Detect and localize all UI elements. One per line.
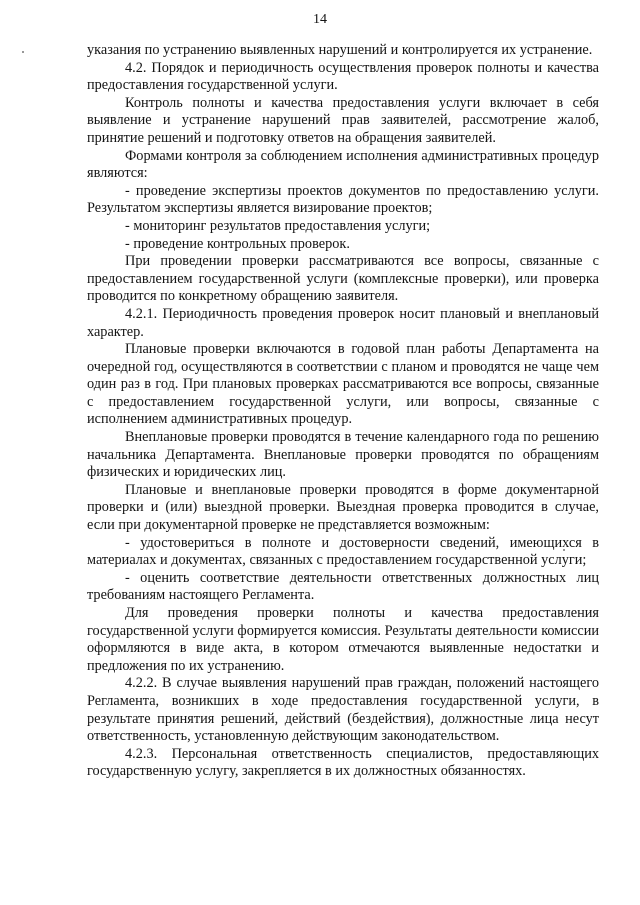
paragraph: - оценить соответствие деятельности ответственных должностных лиц требованиям настоящего Регламента. [87, 569, 599, 604]
paragraph: - мониторинг результатов предоставления услуги; [125, 217, 431, 234]
paragraph: 4.2.2. В случае выявления нарушений прав граждан, положений настоящего Регламента, возникших в ходе предоставления государственной услуги, в результате принятия решений, действий (бездействия), должностные лица несут ответственность, установленную действующим законодательством. [87, 675, 599, 745]
paragraph: - удостовериться в полноте и достоверности сведений, имеющихся в материалах и документах, связанных с предоставлением государственной услуги; [87, 534, 599, 569]
document-body [87, 42, 599, 781]
paragraph: Для проведения проверки полноты и качества предоставления государственной услуги формируется комиссия. Результаты деятельности комиссии оформляются в виде акта, в котором отмечаются выявленные недостатки и предложения по их устранению. [87, 605, 599, 674]
paragraph: Плановые проверки включаются в годовой план работы Департамента на очередной год, осуществляются в соответствии с планом и проводятся не чаще чем один раз в год. При плановых проверках рассматриваются все вопросы, связанные с предоставлением государственной услуги, или вопросы, связанные с исполнением административных процедур. [87, 341, 599, 428]
paragraph: При проведении проверки рассматриваются все вопросы, связанные с предоставлением государственной услуги (комплексные проверки), или проверка проводится по конкретному обращению заявителя. [87, 253, 599, 305]
paragraph: указания по устранению выявленных нарушений и контролируется их устранение. [87, 42, 593, 58]
paragraph: 4.2. Порядок и периодичность осуществления проверок полноты и качества предоставления государственной услуги. [87, 59, 599, 94]
paragraph: - проведение экспертизы проектов документов по предоставлению услуги. Результатом экспертизы является визирование проектов; [87, 182, 599, 217]
paragraph: Контроль полноты и качества предоставления услуги включает в себя выявление и устранение нарушений прав заявителей, рассмотрение жалоб, принятие решений и подготовку ответов на обращения заявителей. [87, 94, 599, 146]
paragraph: 4.2.1. Периодичность проведения проверок носит плановый и внеплановый характер. [87, 305, 599, 340]
scan-speck [22, 51, 24, 53]
paragraph: 4.2.3. Персональная ответственность специалистов, предоставляющих государственную услугу, закрепляется в их должностных обязанностях. [87, 745, 599, 780]
paragraph: - проведение контрольных проверок. [125, 235, 350, 252]
page-number: 14 [313, 12, 327, 27]
paragraph: Плановые и внеплановые проверки проводятся в форме документарной проверки и (или) выездной проверки. Выездная проверка проводится в случае, если при документарной проверке не представляется возможным: [87, 481, 599, 534]
paragraph: Внеплановые проверки проводятся в течение календарного года по решению начальника Департамента. Внеплановые проверки проводятся по обращениям физических и юридических лиц. [87, 429, 599, 481]
paragraph: Формами контроля за соблюдением исполнения административных процедур являются: [87, 147, 599, 182]
